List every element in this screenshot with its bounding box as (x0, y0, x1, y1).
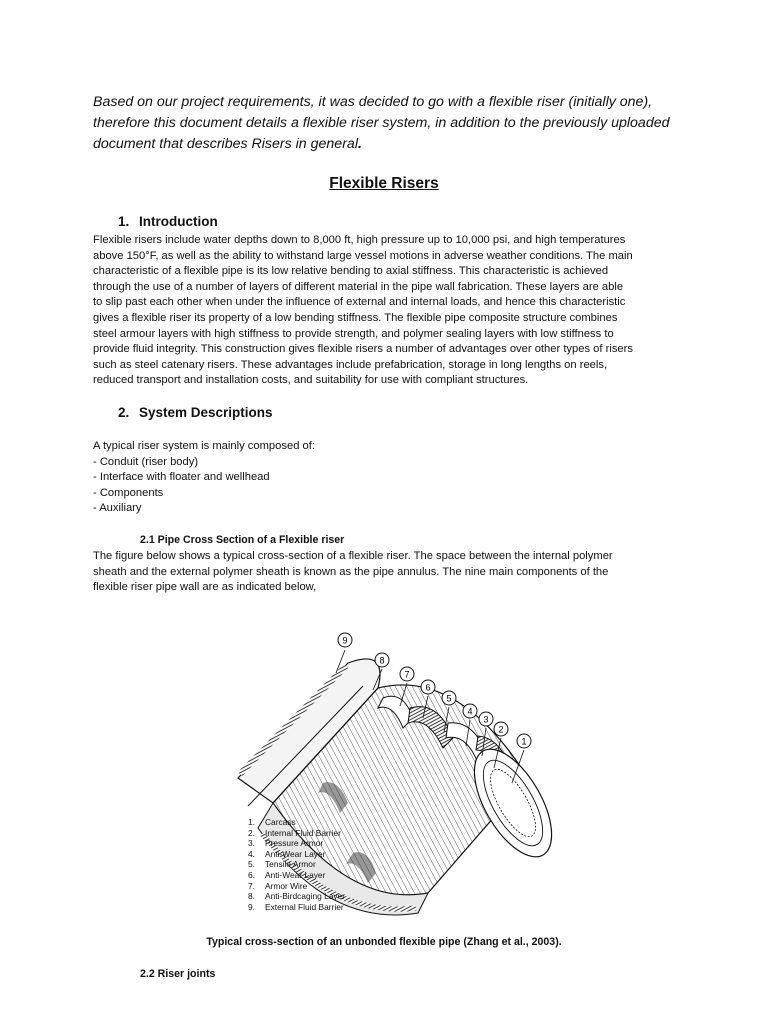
paragraph-line: reduced transport and installation costs, and suitability for use with compliant structures. (93, 374, 529, 387)
list-item: - Components (93, 486, 164, 499)
callout-number: 6 (425, 682, 431, 693)
callout-number: 8 (379, 655, 385, 666)
callout-number: 3 (483, 714, 489, 725)
paragraph-line: flexible riser pipe wall are as indicated below, (93, 581, 317, 594)
paragraph-line: Flexible risers include water depths down to 8,000 ft, high pressure up to 10,000 psi, and high temperatures (93, 234, 626, 246)
paragraph-line: The figure below shows a typical cross-section of a flexible riser. The space between the internal polymer (93, 550, 613, 562)
legend-item: 1. Carcass (248, 817, 296, 827)
system-components-list (93, 439, 315, 517)
section-number: 1. (118, 214, 130, 229)
intro-line: therefore this document details a flexible riser system, in addition to the previously uploaded (93, 115, 670, 131)
introduction-paragraph (93, 233, 678, 389)
legend-item: 2. Internal Fluid Barrier (248, 827, 341, 838)
list-lead: A typical riser system is mainly composed of: (93, 440, 315, 452)
subsection-2-2-heading: 2.2 Riser joints (140, 968, 216, 980)
legend-item: 5. Tensile Armor (248, 859, 316, 870)
callout-number: 9 (342, 635, 348, 646)
subsection-2-1-heading: 2.1 Pipe Cross Section of a Flexible riser (140, 534, 345, 546)
paragraph-line: steel armour layers with high stiffness to provide strength, and polymer sealing layers with low stiffness to (93, 327, 614, 340)
legend-item: 4. Anti-Wear Layer (248, 848, 326, 859)
list-item: - Auxiliary (93, 502, 142, 515)
legend-item: 3. Pressure Armor (248, 838, 324, 849)
figure-caption: Typical cross-section of an unbonded flexible pipe (Zhang et al., 2003). (206, 936, 562, 948)
intro-end-mark: . (357, 136, 362, 152)
legend-item: 8. Anti-Birdcaging Layer (248, 891, 346, 902)
callout-number: 5 (446, 693, 452, 704)
intro-paragraph (93, 92, 693, 155)
callout-number: 7 (404, 669, 410, 680)
document-title: Flexible Risers (329, 175, 439, 192)
cross-section-paragraph (93, 549, 678, 596)
paragraph-line: above 150°F, as well as the ability to withstand large vessel motions in adverse weather conditions. The main (93, 249, 633, 262)
legend-item: 7. Armor Wire (248, 880, 308, 891)
callout-number: 2 (498, 724, 504, 735)
list-item: - Interface with floater and wellhead (93, 471, 270, 484)
paragraph-line: such as steel catenary risers. These advantages include prefabrication, storage in long lengths on reels, (93, 358, 608, 371)
paragraph-line: sheath and the external polymer sheath is known as the pipe annulus. The nine main components of the (93, 565, 609, 578)
figure-legend (248, 817, 345, 912)
paragraph-line: characteristic of a flexible pipe is its low relative bending to axial stiffness. This characteristic is achieved (93, 265, 609, 278)
section-number: 2. (118, 405, 130, 420)
legend-item: 9. External Fluid Barrier (248, 901, 344, 912)
paragraph-line: gives a flexible riser its property of a low bending stiffness. The flexible pipe composite structure combines (93, 311, 618, 324)
intro-line: document that describes Risers in general (93, 136, 358, 152)
list-item: - Conduit (riser body) (93, 455, 199, 468)
legend-item: 6. Anti-Wear Layer (248, 869, 326, 880)
intro-line: Based on our project requirements, it was decided to go with a flexible riser (initially one), (93, 94, 653, 110)
section-title: Introduction (139, 214, 218, 229)
paragraph-line: provide fluid integrity. This construction gives flexible risers a number of advantages over other types of risers (93, 343, 633, 356)
paragraph-line: through the use of a number of layers of different material in the pipe wall fabrication. These layers are able (93, 280, 624, 293)
section-title: System Descriptions (139, 405, 273, 420)
paragraph-line: to slip past each other when under the influence of external and internal loads, and hence this characteristic (93, 296, 626, 309)
callout-number: 1 (521, 736, 527, 747)
callout-number: 4 (467, 706, 473, 717)
